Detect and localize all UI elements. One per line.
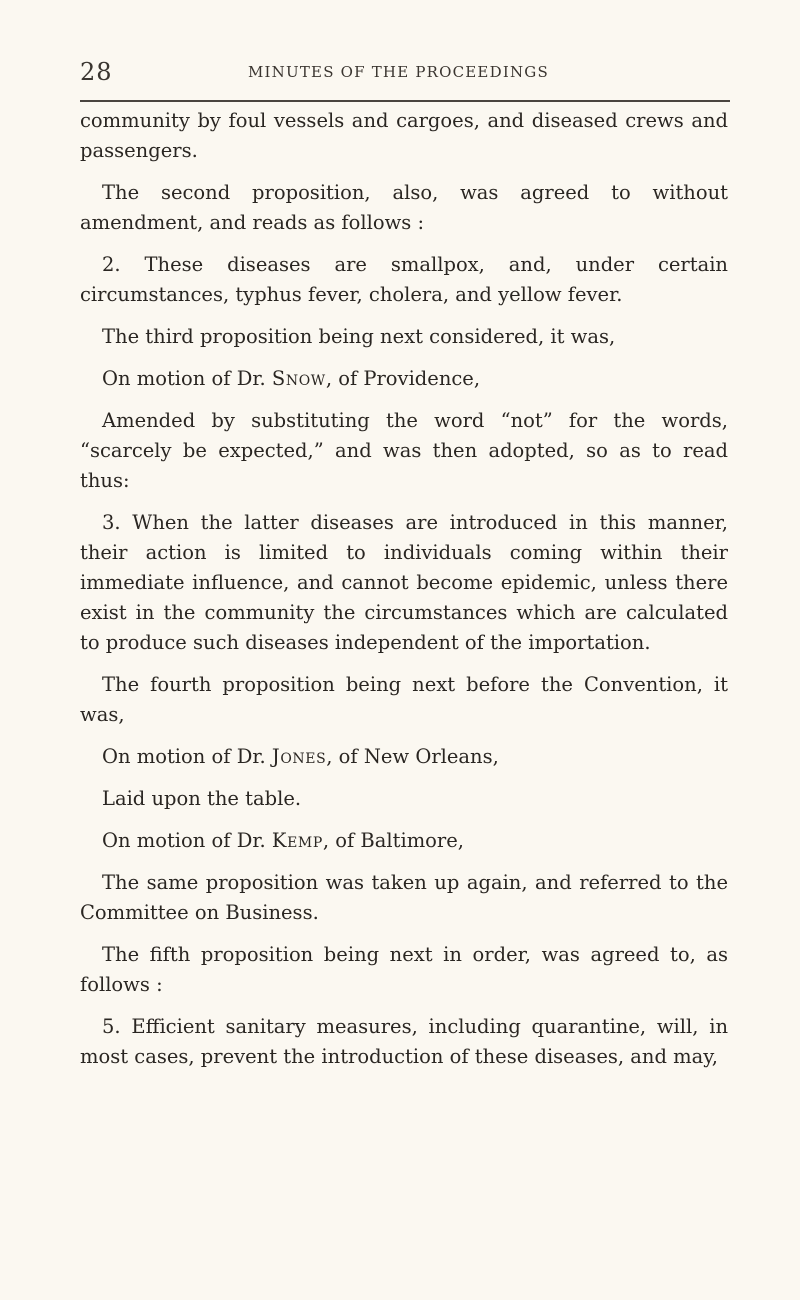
paragraph-fourth-proposition-intro: The fourth proposition being next before the Convention, it was, [80, 673, 728, 726]
motion-suffix: , of New Orleans, [326, 745, 499, 768]
running-header [0, 56, 800, 88]
paragraph-motion-snow [80, 364, 728, 394]
paragraph-motion-kemp [80, 826, 728, 856]
paragraph-fifth-proposition-intro: The fifth proposition being next in order, was agreed to, as follows : [80, 943, 728, 996]
paragraph-second-proposition-intro: The second proposition, also, was agreed to without amendment, and reads as follows : [80, 181, 728, 234]
motion-prefix: On motion of Dr. [102, 829, 272, 852]
paragraph-proposition-5: 5. Efficient sanitary measures, including quarantine, will, in most cases, prevent the introduction of these diseases, and may, [80, 1015, 728, 1068]
paragraph-proposition-2: 2. These diseases are smallpox, and, under certain circumstances, typhus fever, cholera, and yellow fever. [80, 253, 728, 306]
member-name-kemp: Kemp [271, 829, 323, 852]
paragraph-motion-jones [80, 742, 728, 772]
paragraph-proposition-3: 3. When the latter diseases are introduced in this manner, their action is limited to individuals coming within their immediate influence, and cannot become epidemic, unless there exist in the community the circumstances which are calculated to produce such diseases independent of the importation. [80, 511, 728, 654]
page-number: 28 [80, 58, 113, 86]
motion-suffix: , of Baltimore, [322, 829, 464, 852]
body-text [80, 106, 728, 1072]
motion-prefix: On motion of Dr. [102, 367, 272, 390]
paragraph-referred-to-committee: The same proposition was taken up again, and referred to the Committee on Business. [80, 871, 728, 924]
running-title: MINUTES OF THE PROCEEDINGS [248, 63, 549, 81]
paragraph-continuation: community by foul vessels and cargoes, and diseased crews and passengers. [80, 109, 728, 162]
paragraph-laid-on-table: Laid upon the table. [102, 787, 302, 810]
paragraph-third-proposition-intro: The third proposition being next considered, it was, [102, 325, 616, 348]
member-name-jones: Jones [271, 745, 327, 768]
header-rule [80, 100, 730, 102]
paragraph-amendment: Amended by substituting the word “not” for the words, “scarcely be expected,” and was then adopted, so as to read thus: [80, 409, 728, 492]
motion-suffix: , of Providence, [325, 367, 481, 390]
motion-prefix: On motion of Dr. [102, 745, 272, 768]
member-name-snow: Snow [271, 367, 326, 390]
